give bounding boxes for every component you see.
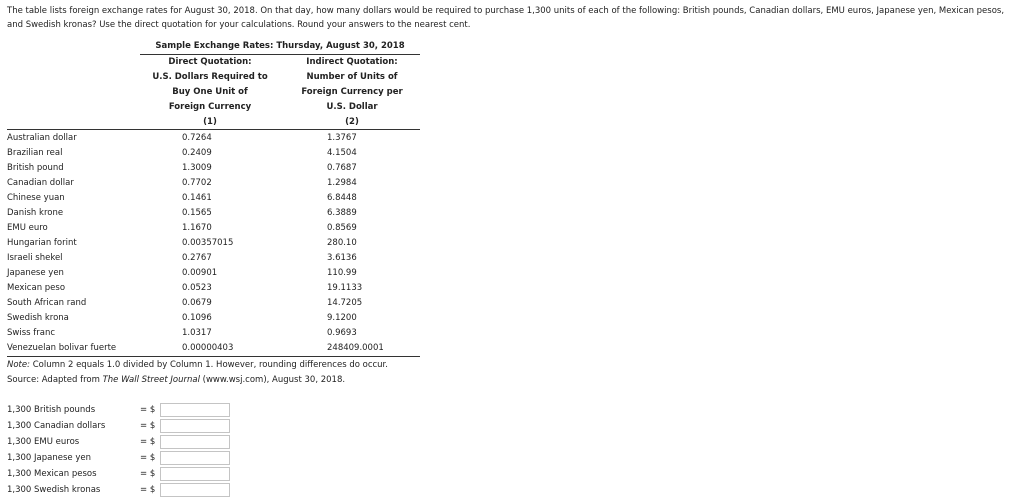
direct-quote: 0.0679 (182, 298, 212, 308)
answer-row (7, 466, 237, 482)
table-row (7, 311, 420, 326)
indirect-quote: 280.10 (327, 238, 357, 248)
direct-quote: 0.1565 (182, 208, 212, 218)
indirect-quote: 3.6136 (327, 253, 357, 263)
direct-quote: 0.1461 (182, 193, 212, 203)
table-row (7, 131, 420, 146)
column-1-header-line: U.S. Dollars Required to (152, 72, 268, 82)
answer-row (7, 482, 237, 498)
currency-name: Hungarian forint (7, 238, 77, 248)
direct-quote: 0.7264 (182, 133, 212, 143)
answer-input-swedish-kronas[interactable] (160, 483, 230, 497)
indirect-quote: 9.1200 (327, 313, 357, 323)
currency-name: Danish krone (7, 208, 64, 218)
direct-quote: 1.1670 (182, 223, 212, 233)
answer-row (7, 418, 237, 434)
indirect-quote: 4.1504 (327, 148, 357, 158)
table-title: Sample Exchange Rates: Thursday, August 30, 2018 (155, 41, 405, 51)
currency-name: EMU euro (7, 223, 48, 233)
answer-input-canadian-dollars[interactable] (160, 419, 230, 433)
table-row (7, 176, 420, 191)
column-2-header-line: (2) (345, 117, 359, 127)
currency-name: British pound (7, 163, 64, 173)
table-row (7, 206, 420, 221)
column-2-header-line: Number of Units of (306, 72, 398, 82)
currency-name: South African rand (7, 298, 87, 308)
indirect-quote: 1.3767 (327, 133, 357, 143)
direct-quote: 0.2767 (182, 253, 212, 263)
table-row (7, 296, 420, 311)
question-text: The table lists foreign exchange rates for August 30, 2018. On that day, how many dollars would be required to purchase 1,300 units of each of the following: British pounds, Canadian dollars, EMU euros, Japanese yen, Mexican pesos, and Swedish kronas? Use the direct quotation for your calculations. Round your answers to the nearest cent. (7, 6, 1005, 30)
column-1-header (140, 55, 280, 130)
direct-quote: 1.3009 (182, 163, 212, 173)
table-row (7, 146, 420, 161)
indirect-quote: 0.7687 (327, 163, 357, 173)
dollar-sign: = $ (140, 469, 156, 479)
answer-label: 1,300 Japanese yen (7, 453, 91, 463)
column-1-header-line: Buy One Unit of (172, 87, 248, 97)
answer-input-emu-euros[interactable] (160, 435, 230, 449)
dollar-sign: = $ (140, 485, 156, 495)
answer-label: 1,300 British pounds (7, 405, 96, 415)
currency-name: Chinese yuan (7, 193, 65, 203)
table-header-rule (7, 129, 420, 130)
currency-name: Israeli shekel (7, 253, 63, 263)
column-2-header-line: U.S. Dollar (326, 102, 378, 112)
source-prefix: Source: Adapted from (7, 375, 103, 385)
answer-input-british-pounds[interactable] (160, 403, 230, 417)
indirect-quote: 248409.0001 (327, 343, 384, 353)
answer-input-japanese-yen[interactable] (160, 451, 230, 465)
table-note (7, 358, 388, 373)
direct-quote: 0.1096 (182, 313, 212, 323)
currency-name: Venezuelan bolivar fuerte (7, 343, 117, 353)
source-suffix: (www.wsj.com), August 30, 2018. (199, 375, 346, 385)
table-row (7, 236, 420, 251)
indirect-quote: 6.8448 (327, 193, 357, 203)
currency-name: Japanese yen (7, 268, 64, 278)
source-journal: The Wall Street Journal (102, 375, 200, 385)
currency-name: Swiss franc (7, 328, 56, 338)
column-1-header-line: Foreign Currency (168, 102, 252, 112)
currency-name: Brazilian real (7, 148, 63, 158)
answer-label: 1,300 EMU euros (7, 437, 80, 447)
answer-row (7, 402, 237, 418)
dollar-sign: = $ (140, 437, 156, 447)
indirect-quote: 19.1133 (327, 283, 363, 293)
direct-quote: 0.2409 (182, 148, 212, 158)
answer-label: 1,300 Canadian dollars (7, 421, 106, 431)
dollar-sign: = $ (140, 453, 156, 463)
note-label: Note: (7, 360, 30, 370)
table-row (7, 281, 420, 296)
table-bottom-rule (7, 356, 420, 357)
direct-quote: 0.00000403 (182, 343, 234, 353)
column-2-header-line: Foreign Currency per (301, 87, 403, 97)
dollar-sign: = $ (140, 421, 156, 431)
answer-row (7, 450, 237, 466)
indirect-quote: 0.8569 (327, 223, 357, 233)
currency-name: Canadian dollar (7, 178, 74, 188)
table-row (7, 251, 420, 266)
indirect-quote: 0.9693 (327, 328, 357, 338)
column-2-header (282, 55, 422, 130)
currency-name: Australian dollar (7, 133, 77, 143)
dollar-sign: = $ (140, 405, 156, 415)
currency-name: Swedish krona (7, 313, 69, 323)
column-1-header-line: (1) (203, 117, 217, 127)
answer-label: 1,300 Swedish kronas (7, 485, 101, 495)
direct-quote: 0.7702 (182, 178, 212, 188)
indirect-quote: 110.99 (327, 268, 357, 278)
column-2-header-line: Indirect Quotation: (306, 57, 398, 67)
table-row (7, 266, 420, 281)
indirect-quote: 6.3889 (327, 208, 357, 218)
direct-quote: 0.00357015 (182, 238, 234, 248)
answer-label: 1,300 Mexican pesos (7, 469, 97, 479)
direct-quote: 0.00901 (182, 268, 218, 278)
note-text: Column 2 equals 1.0 divided by Column 1. However, rounding differences do occur. (30, 360, 388, 370)
table-row (7, 161, 420, 176)
table-row (7, 326, 420, 341)
table-row (7, 341, 420, 356)
indirect-quote: 14.7205 (327, 298, 363, 308)
direct-quote: 0.0523 (182, 283, 212, 293)
indirect-quote: 1.2984 (327, 178, 357, 188)
column-1-header-line: Direct Quotation: (168, 57, 252, 67)
table-row (7, 221, 420, 236)
direct-quote: 1.0317 (182, 328, 212, 338)
table-row (7, 191, 420, 206)
answer-input-mexican-pesos[interactable] (160, 467, 230, 481)
answer-row (7, 434, 237, 450)
currency-name: Mexican peso (7, 283, 66, 293)
table-source (7, 373, 345, 388)
